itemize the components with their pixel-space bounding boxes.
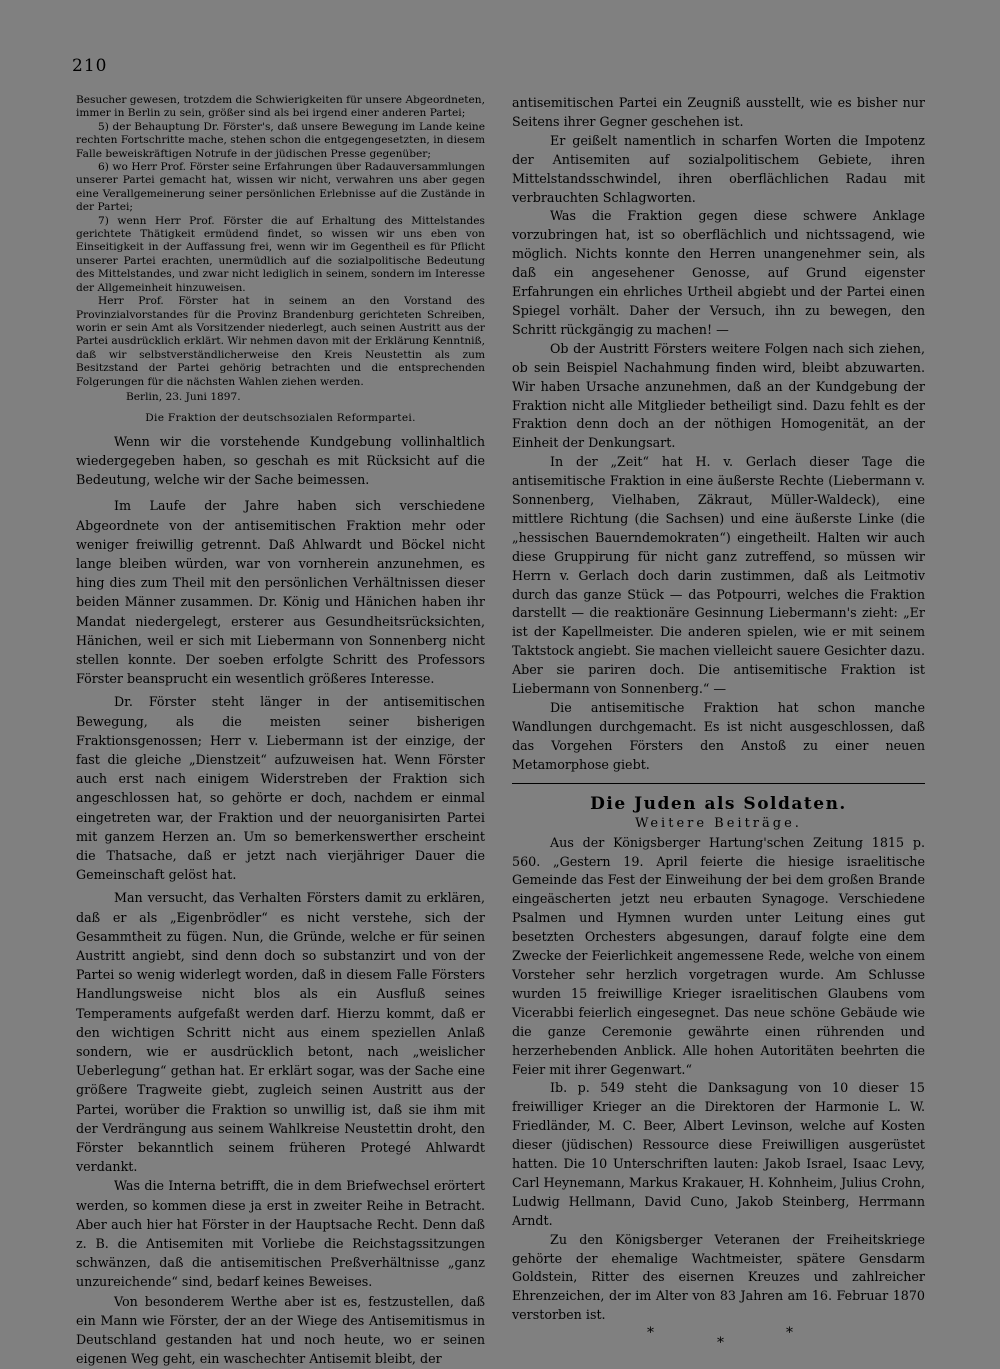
list-item: 6) wo Herr Prof. Förster seine Erfahrungen über Radauversammlungen unserer Partei gemacht hat, wissen wir nicht, verwahren uns aber gegen eine Verallgemeinerung seiner persönlichen Erlebnisse auf die Zustände in der Partei; [76,161,485,214]
star-mark: * [647,1325,654,1342]
paragraph: Zu den Königsberger Veteranen der Freiheitskriege gehörte der ehemalige Wachtmeister, spätere Gensdarm Goldstein, Ritter des eisernen Kreuzes und zahlreicher Ehrenzeichen, der im Alter von 83 Jahren am 16. Februar 1870 verstorben ist. [512,1231,925,1323]
right-column [512,94,925,1355]
paragraph: Von besonderem Werthe aber ist es, festzustellen, daß ein Mann wie Förster, der an der Wiege des Antisemitismus in Deutschland gestanden hat und noch heute, wo er seinen eigenen Weg geht, ein waschechter Antisemit bleibt, der [76,1293,485,1367]
list-item: Herr Prof. Förster hat in seinem an den Vorstand des Provinzialvorstandes für die Provinz Brandenburg gerichteten Schreiben, worin er sein Amt als Vorsitzender niederlegt, auch seinen Austritt aus der Partei ausdrücklich erklärt. Wir nehmen davon mit der Erklärung Kenntniß, daß wir selbstverständlicherweise den Kreis Neustettin als zum Besitzstand der Partei gehörig betrachten und die entsprechenden Folgerungen für die nächsten Wahlen ziehen werden. [76,295,485,388]
list-item: 5) der Behauptung Dr. Förster's, daß unsere Bewegung im Lande keine rechten Fortschritte mache, stehen schon die entgegengesetzten, in diesem Falle beweiskräftigen Notrufe in der jüdischen Presse gegenüber; [76,120,485,160]
paragraph: Man versucht, das Verhalten Försters damit zu erklären, daß er als „Eigenbrödler“ es nicht verstehe, sich der Gesammtheit zu fügen. Nun, die Gründe, welche er für seinen Austritt angiebt, sind denn doch so substanzirt und von der Partei so wenig widerlegt worden, daß in diesem Falle Försters Handlungsweise nicht blos als ein Ausfluß seines Temperaments aufgefaßt werden darf. Hierzu kommt, daß er den wichtigen Schritt nicht aus einem speziellen Anlaß sondern, wie er ausdrücklich betont, nach „weislicher Ueberlegung“ gethan hat. Er erklärt sogar, was der Sache eine größere Tragweite giebt, zugleich seinen Austritt aus der Partei, worüber die Fraktion so unwillig ist, daß sie ihm mit der Verdrängung aus seinem Wahlkreise Neustettin droht, den Förster bekanntlich seinem früheren Protegé Ahlwardt verdankt. [76,890,485,1175]
section-divider [512,783,925,784]
paragraph: Ib. p. 549 steht die Danksagung von 10 dieser 15 freiwilliger Krieger an die Direktoren der Harmonie L. W. Friedländer, M. C. Beer, Albert Levinson, welche auf Kosten dieser (jüdischen) Ressource diese Freiwilligen ausgerüstet hatten. Die 10 Unterschriften lauten: Jakob Israel, Isaac Levy, Carl Heynemann, Markus Krakauer, H. Kohnheim, Julius Crohn, Ludwig Hellmann, David Cuno, Jakob Steinberg, Herrmann Arndt. [512,1080,925,1228]
paragraph: Ob der Austritt Försters weitere Folgen nach sich ziehen, ob sein Beispiel Nachahmung finden wird, bleibt abzuwarten. Wir haben Ursache anzunehmen, daß an der Kundgebung der Fraktion nicht alle Mitglieder betheiligt sind. Dazu fehlt es der Fraktion denn doch an der nöthigen Homogenität, an der Einheit der Denkungsart. [512,340,925,451]
paragraph: Die antisemitische Fraktion hat schon manche Wandlungen durchgemacht. Es ist nicht ausgeschlossen, daß das Vorgehen Försters den Anstoß zu einer neuen Metamorphose giebt. [512,700,925,772]
paragraph: antisemitischen Partei ein Zeugniß ausstellt, wie es bisher nur Seitens ihrer Gegner geschehen ist. [512,95,925,129]
article-body [512,834,925,1326]
paragraph: Wenn wir die vorstehende Kundgebung vollinhaltlich wiedergegeben haben, so geschah es mit Rücksicht auf die Bedeutung, welche wir der Sache beimessen. [76,433,485,488]
section-end-stars [512,1325,925,1355]
article-headline: Die Juden als Soldaten. [590,793,847,814]
dateline: Berlin, 23. Juni 1897. [126,390,241,403]
list-item: Besucher gewesen, trotzdem die Schwierigkeiten für unsere Abgeordneten, immer in Berlin zu sein, größer sind als bei irgend einer anderen Partei; [76,94,485,120]
declaration-list [76,94,485,426]
page-number: 210 [72,56,108,76]
paragraph: Er geißelt namentlich in scharfen Worten die Impotenz der Antisemiten auf sozialpolitischem Gebiete, ihren Mittelstandsschwindel, ihren oberflächlichen Radau mit verbrauchten Schlagworten. [512,132,925,205]
list-item: 7) wenn Herr Prof. Förster die auf Erhaltung des Mittelstandes gerichtete Thätigkeit ermüdend findet, so wissen wir uns eben von Einseitigkeit in der Auffassung frei, wenn wir im Gegentheil es für Pflicht unserer Partei erachten, unermüdlich auf die sozialpolitische Bedeutung des Mittelstandes, und zwar nicht lediglich in seinem, sondern im Interesse der Allgemeinheit hinzuweisen. [76,214,485,294]
left-column [76,94,485,1369]
paragraph: Aus der Königsberger Hartung'schen Zeitung 1815 p. 560. „Gestern 19. April feierte die hiesige israelitische Gemeinde das Fest der Einweihung der bei dem großen Brande eingeäscherten jetzt neu erbauten Synagoge. Verschiedene Psalmen und Hymnen wurden unter Leitung eines gut besetzten Orchesters abgesungen, darauf folgte eine dem Zwecke der Feierlichkeit angemessene Rede, welche von einem Vorsteher sehr herzlich vorgetragen wurde. Am Schlusse wurden 15 freiwillige Krieger israelitischen Glaubens vom Vicerabbi feierlich eingesegnet. Das neue schöne Gebäude wie die ganze Ceremonie gewährte einen rührenden und herzerhebenden Anblick. Alle hohen Autoritäten beehrten die Feier mit ihrer Gegenwart.“ [512,834,925,1077]
paragraph: Was die Interna betrifft, die in dem Briefwechsel erörtert werden, so kommen diese ja erst in zweiter Reihe in Betracht. Aber auch hier hat Förster in der Hauptsache Recht. Denn daß z. B. die Antisemiten mit Vorliebe die Reichstagssitzungen schwänzen, daß die antisemitischen Preßverhältnisse „ganz unzureichende“ sind, bedarf keines Beweises. [76,1178,485,1290]
paragraph: Im Laufe der Jahre haben sich verschiedene Abgeordnete von der antisemitischen Fraktion mehr oder weniger freiwillig getrennt. Daß Ahlwardt und Böckel nicht lange bleiben würden, war von vornherein anzunehmen, es hing dies zum Theil mit den persönlichen Verhältnissen dieser beiden Männer zusammen. Dr. König und Hänichen haben ihr Mandat niedergelegt, ersterer aus Gesundheitsrücksichten, Hänichen, weil er sich mit Liebermann von Sonnenberg nicht stellen konnte. Der soeben erfolgte Schritt des Professors Förster beansprucht ein wesentlich größeres Interesse. [76,498,485,687]
article-subheadline: Weitere Beiträge. [635,815,802,831]
paragraph: Was die Fraktion gegen diese schwere Anklage vorzubringen hat, ist so oberflächlich und nichtssagend, wie möglich. Nichts konnte den Herren unangenehmer sein, als daß ein angesehener Genosse, auf Grund eigenster Erfahrungen ein ehrliches Urtheil abgiebt und der Partei einen Spiegel vorhält. Daher der Versuch, ihn zu bewegen, den Schritt rückgängig zu machen! — [512,208,925,337]
commentary [76,432,485,1369]
signature: Die Fraktion der deutschsozialen Reformpartei. [145,412,416,425]
paragraph: Dr. Förster steht länger in der antisemitischen Bewegung, als die meisten seiner bisherigen Fraktionsgenossen; Herr v. Liebermann ist der einzige, der fast die gleiche „Dienstzeit“ aufzuweisen hat. Wenn Förster auch erst nach einigem Widerstreben der Fraktion sich angeschlossen hat, so gehörte er doch, nachdem er einmal eingetreten war, der Fraktion und der neuorganisirten Partei mit ganzem Herzen an. Um so bemerkenswerther erscheint die Thatsache, daß er jetzt nach vierjähriger Dauer die Gemeinschaft gelöst hat. [76,694,485,883]
star-mark: * [786,1325,793,1342]
commentary-continued [512,94,925,775]
star-mark: * [717,1335,724,1352]
paragraph: In der „Zeit“ hat H. v. Gerlach dieser Tage die antisemitische Fraktion in eine äußerste Rechte (Liebermann v. Sonnenberg, Vielhaben, Zäkraut, Müller-Waldeck), eine mittlere Richtung (die Sachsen) und eine äußerste Linke (die „hessischen Bauerndemokraten“) eingetheilt. Halten wir auch diese Gruppirung für nicht ganz zutreffend, so müssen wir Herrn v. Gerlach doch darin zustimmen, daß als Leitmotiv durch das ganze Stück — das Potpourri, welches die Fraktion darstellt — die reaktionäre Gesinnung Liebermann's zieht: „Er ist der Kapellmeister. Die anderen spielen, wie er mit seinem Taktstock angiebt. Sie machen vielleicht sauere Gesichter dazu. Aber sie pariren doch. Die antisemitische Fraktion ist Liebermann von Sonnenberg.“ — [512,454,925,697]
